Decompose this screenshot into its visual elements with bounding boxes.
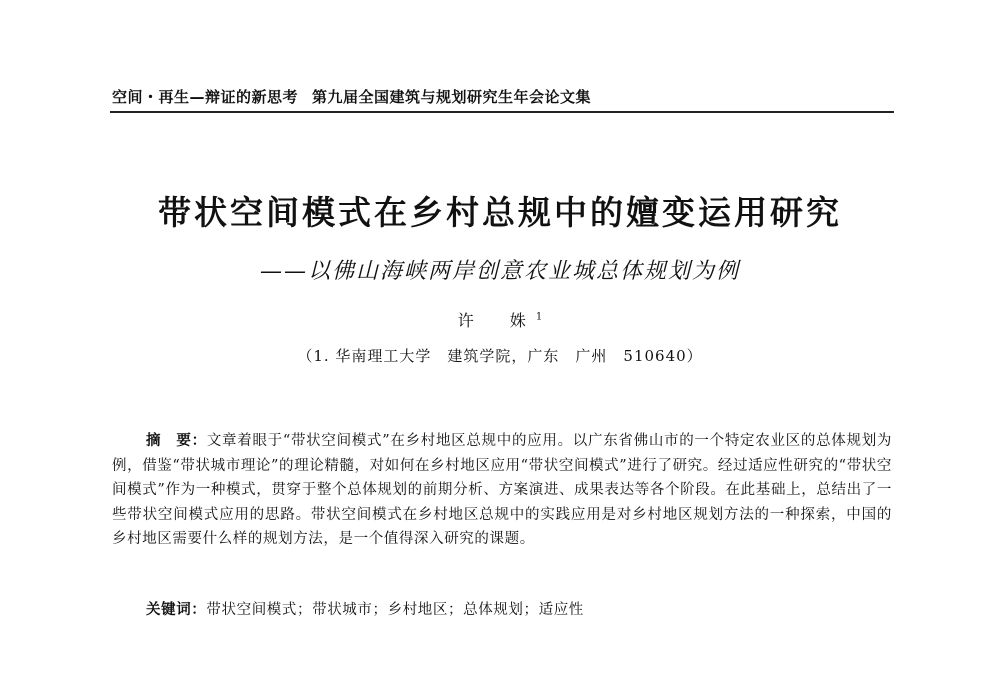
running-header: [112, 86, 892, 107]
author-line: [0, 308, 1000, 331]
abstract-label: 摘 要：: [146, 433, 207, 449]
abstract: [112, 429, 892, 552]
affiliation: （1. 华南理工大学 建筑学院，广东 广州 510640）: [297, 347, 703, 365]
journal-title: 第九届全国建筑与规划研究生年会论文集: [312, 88, 592, 106]
abstract-text: 文章着眼于“带状空间模式”在乡村地区总规中的应用。以广东省佛山市的一个特定农业区的总体规划为例，借鉴“带状城市理论”的理论精髓，对如何在乡村地区应用“带状空间模式”进行了研究。经过适应性研究的“带状空间模式”作为一种模式，贯穿于整个总体规划的前期分析、方案演进、成果表达等各个阶段。在此基础上，总结出了一些带状空间模式应用的思路。带状空间模式在乡村地区总规中的实践应用是对乡村地区规划方法的一种探索，中国的乡村地区需要什么样的规划方法，是一个值得深入研究的课题。: [112, 433, 892, 547]
author-name: 许 姝: [457, 311, 536, 330]
header-rule: [110, 111, 894, 113]
series-title: 空间・再生—辩证的新思考: [112, 88, 299, 106]
affiliation-marker: 1: [535, 311, 543, 323]
keywords: [146, 598, 892, 619]
paper-title: 带状空间模式在乡村总规中的嬗变运用研究: [158, 193, 842, 232]
keywords-label: 关键词：: [146, 602, 207, 618]
keywords-text: 带状空间模式；带状城市；乡村地区；总体规划；适应性: [206, 602, 584, 618]
paper-subtitle: ——以佛山海峡两岸创意农业城总体规划为例: [259, 259, 740, 284]
